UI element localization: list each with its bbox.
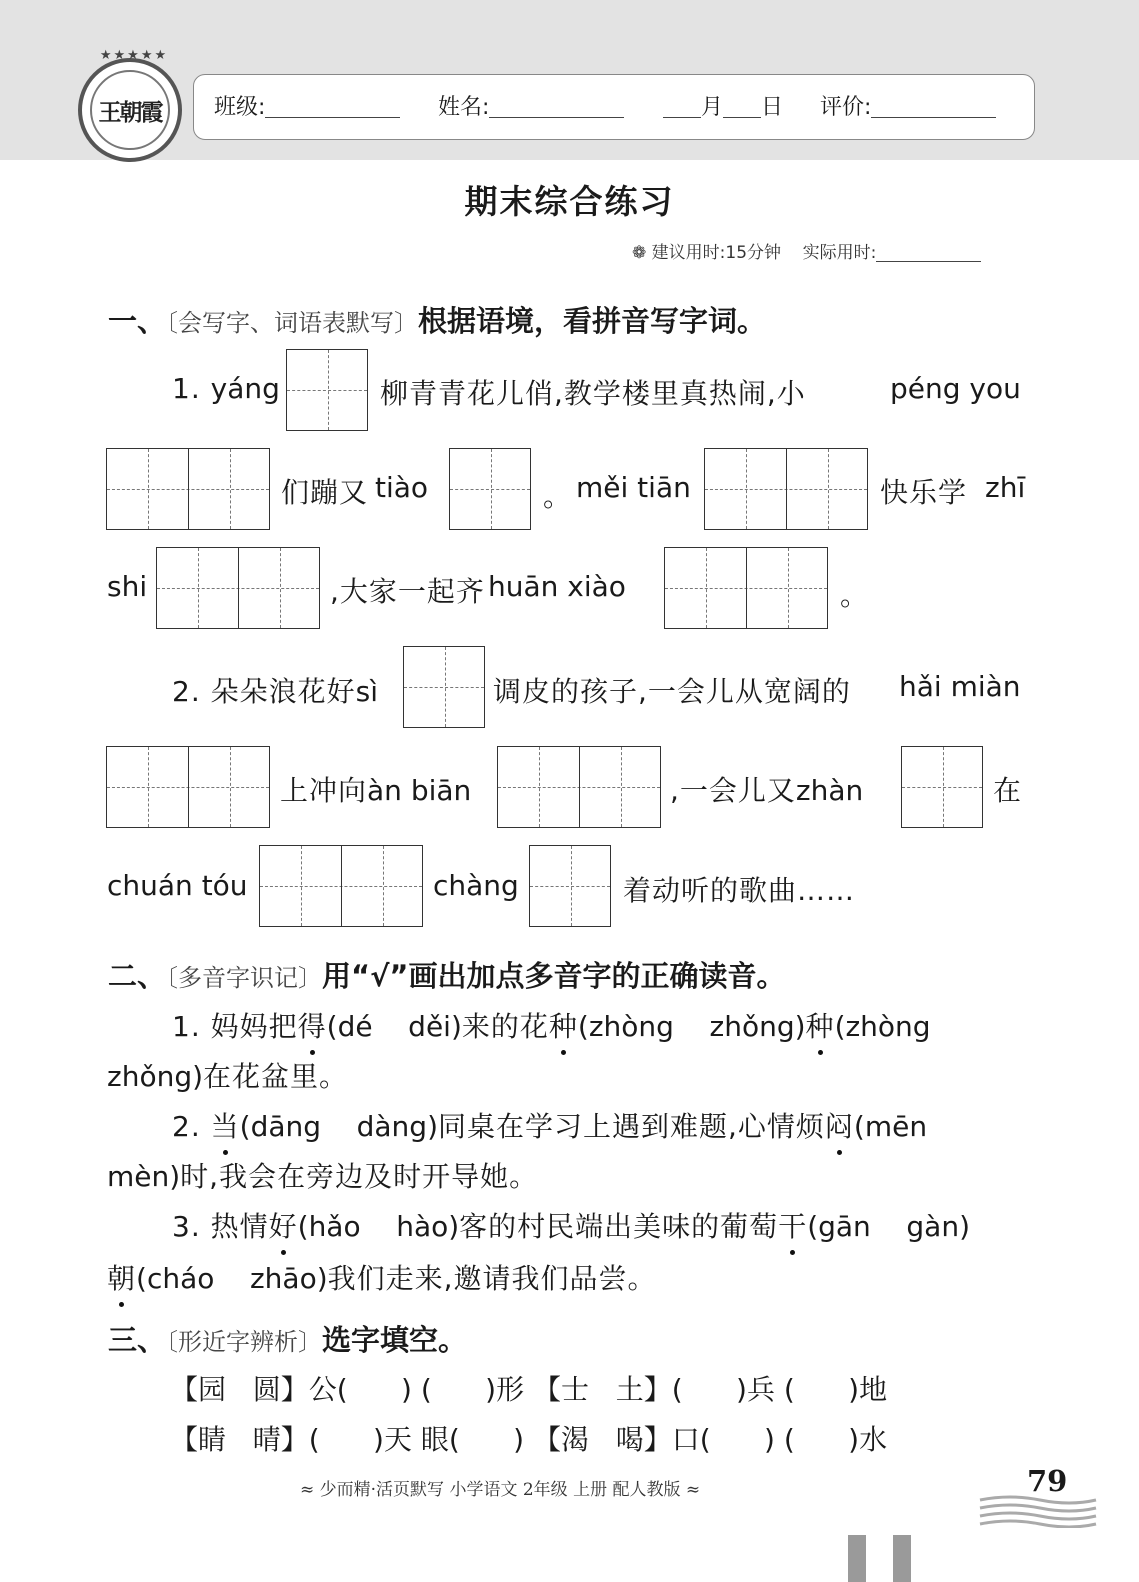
day-label: 日 — [761, 95, 784, 120]
name-label: 姓名: — [438, 95, 490, 120]
pinyin-chuantou: chuán tóu — [107, 869, 248, 902]
q1-text-1: 柳青青花儿俏,教学楼里真热闹,小 — [380, 377, 806, 410]
q2-text-2: 调皮的孩子,一会儿从宽阔的 — [493, 675, 851, 708]
writing-grid[interactable] — [497, 746, 661, 828]
pinyin-tiao: tiào — [375, 471, 429, 504]
clock-icon: ❁ — [632, 243, 647, 263]
pinyin-meitian: měi tiān — [576, 471, 691, 504]
pinyin-yang: yáng — [210, 372, 280, 405]
writing-grid[interactable] — [106, 746, 270, 828]
q2-text-6: 着动听的歌曲…… — [623, 874, 856, 907]
class-field[interactable] — [214, 96, 400, 120]
binding-tab — [893, 1535, 911, 1582]
writing-grid[interactable] — [704, 448, 868, 530]
writing-grid[interactable] — [901, 746, 983, 828]
q1-number: 1. — [172, 372, 201, 405]
q2-text-3: 上冲向 — [280, 774, 368, 807]
pinyin-zhi: zhī — [985, 471, 1026, 504]
q2-number: 2. — [172, 675, 201, 708]
footer-text: ≈ 少而精·活页默写 小学语文 2年级 上册 配人教版 ≈ — [300, 1480, 701, 1500]
page-number: 79 — [1027, 1464, 1068, 1498]
s2-q3-line1: 3. 热情好(hǎo hào)客的村民端出美味的葡萄干(gān gàn) — [172, 1205, 970, 1245]
actual-time-label: 实际用时: — [802, 243, 877, 263]
writing-grid[interactable] — [403, 646, 485, 728]
writing-grid[interactable] — [664, 547, 828, 629]
q1-text-4: 快乐学 — [880, 476, 968, 509]
evaluation-label: 评价: — [820, 95, 872, 120]
s2-q1-line2: zhǒng)在花盆里。 — [107, 1060, 349, 1093]
pinyin-si: sì — [355, 675, 379, 708]
s3-row-1[interactable]: 【园 圆】公( ) ( )形 【士 土】( )兵 ( )地 — [170, 1373, 888, 1406]
evaluation-field[interactable] — [820, 96, 996, 120]
pinyin-huanxiao: huān xiào — [488, 570, 626, 603]
student-info-box — [193, 74, 1035, 140]
s3-row-2[interactable]: 【睛 晴】( )天 眼( ) 【渴 喝】口( ) ( )水 — [170, 1423, 888, 1456]
q2-text-5: 在 — [993, 774, 1023, 807]
q1-text-6: 。 — [840, 579, 870, 612]
q1-text-3: 。 — [543, 480, 573, 513]
writing-grid[interactable] — [156, 547, 320, 629]
wave-decoration-icon — [978, 1494, 1098, 1528]
s2-q1-line1: 1. 妈妈把得(dé děi)来的花种(zhòng zhǒng)种(zhòng — [172, 1005, 931, 1045]
writing-grid[interactable] — [259, 845, 423, 927]
s2-q3-line2: 朝(cháo zhāo)我们走来,邀请我们品尝。 — [107, 1257, 657, 1297]
pinyin-anbian: àn biān — [367, 774, 472, 807]
logo — [78, 48, 182, 162]
date-field[interactable] — [663, 96, 783, 120]
class-label: 班级: — [214, 95, 266, 120]
page-title: 期末综合练习 — [464, 182, 675, 221]
binding-tab — [848, 1535, 866, 1582]
writing-grid[interactable] — [106, 448, 270, 530]
pinyin-zhan: zhàn — [795, 774, 864, 807]
writing-grid[interactable] — [449, 448, 531, 530]
writing-grid[interactable] — [529, 845, 611, 927]
section1-heading: 一、〔会写字、词语表默写〕根据语境，看拼音写字词。 — [108, 304, 767, 338]
q2-text-1: 朵朵浪花好 — [210, 675, 356, 708]
section3-heading: 三、〔形近字辨析〕选字填空。 — [108, 1323, 468, 1357]
q2-text-4: ,一会儿又 — [670, 774, 796, 807]
suggested-time: 建议用时:15分钟 — [651, 243, 782, 263]
pinyin-pengyou: péng you — [890, 372, 1021, 405]
q1-text-2: 们蹦又 — [281, 476, 369, 509]
actual-time-input[interactable] — [876, 241, 981, 262]
s2-q2-line1: 2. 当(dāng dàng)同桌在学习上遇到难题,心情烦闷(mēn — [172, 1105, 927, 1145]
q1-text-5: ,大家一起齐 — [330, 575, 485, 608]
month-label: 月 — [701, 95, 724, 120]
name-field[interactable] — [438, 96, 624, 120]
section2-heading: 二、〔多音字识记〕用“√”画出加点多音字的正确读音。 — [108, 959, 786, 993]
logo-stars-icon: ★★★★★ — [99, 48, 169, 63]
logo-text: 王朝霞 — [98, 98, 162, 126]
pinyin-haimian: hǎi miàn — [899, 670, 1021, 703]
s2-q2-line2: mèn)时,我会在旁边及时开导她。 — [107, 1160, 539, 1193]
writing-grid[interactable] — [286, 349, 368, 431]
pinyin-chang: chàng — [433, 869, 519, 902]
timer — [632, 238, 981, 263]
pinyin-shi: shi — [107, 570, 148, 603]
